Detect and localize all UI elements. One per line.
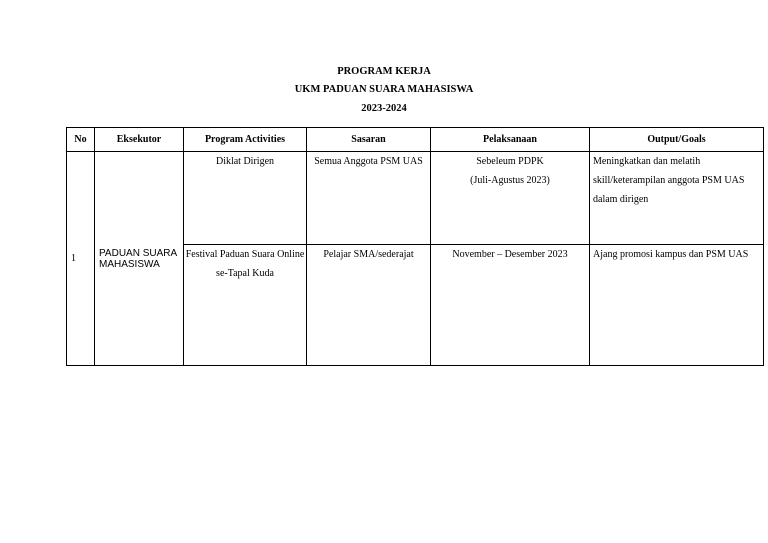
table-row: [67, 152, 764, 245]
pelaksanaan-line: Sebeleum PDPK: [476, 156, 544, 167]
document-subtitle: UKM PADUAN SUARA MAHASISWA: [294, 84, 474, 95]
program-table: [66, 127, 764, 366]
header-sasaran: Sasaran: [307, 128, 431, 152]
header-no: No: [67, 128, 95, 152]
cell-sasaran: Semua Anggota PSM UAS: [307, 152, 431, 245]
cell-pelaksanaan: [431, 245, 590, 366]
cell-pelaksanaan: [431, 152, 590, 245]
header-output-goals: Output/Goals: [590, 128, 764, 152]
pelaksanaan-line: (Juli-Agustus 2023): [470, 175, 550, 186]
cell-eksekutor: PADUAN SUARA MAHASISWA: [95, 152, 184, 366]
cell-no: 1: [67, 152, 95, 366]
cell-output: Meningkatkan dan melatih skill/keterampilan anggota PSM UAS dalam dirigen: [590, 152, 764, 245]
header-program-activities: Program Activities: [184, 128, 307, 152]
document-title: PROGRAM KERJA: [337, 66, 431, 77]
table-header-row: [67, 128, 764, 152]
header-pelaksanaan: Pelaksanaan: [431, 128, 590, 152]
pelaksanaan-line: November – Desember 2023: [452, 249, 568, 260]
cell-activity: Diklat Dirigen: [184, 152, 307, 245]
cell-activity: Festival Paduan Suara Online se-Tapal Kuda: [184, 245, 307, 366]
cell-sasaran: Pelajar SMA/sederajat: [307, 245, 431, 366]
header-eksekutor: Eksekutor: [95, 128, 184, 152]
document-period: 2023-2024: [361, 103, 407, 114]
cell-output: Ajang promosi kampus dan PSM UAS: [590, 245, 764, 366]
